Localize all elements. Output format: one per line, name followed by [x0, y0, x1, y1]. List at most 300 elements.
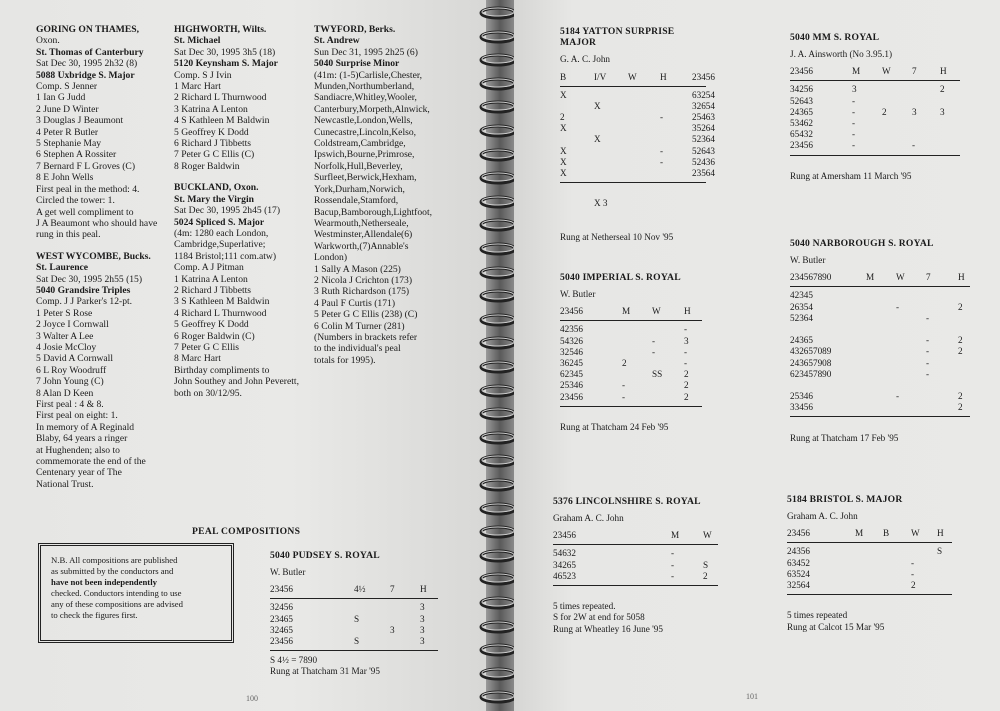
table-row	[560, 369, 702, 380]
text-line: St. Mary the Virgin	[174, 193, 254, 205]
text-line: St. Andrew	[314, 35, 360, 47]
text-line: Birthday compliments to	[174, 364, 270, 376]
table-row	[270, 625, 438, 636]
table-cell: 3	[912, 106, 917, 117]
spacer	[174, 172, 299, 182]
text-line: 1 Peter S Rose	[36, 307, 93, 319]
footer-line: Rung at Amersham 11 March '95	[790, 170, 912, 181]
table-cell: 33456	[790, 402, 813, 413]
binding-ring	[478, 596, 518, 610]
table-cell: S	[703, 559, 709, 570]
text-line: 2 Joyce I Cornwall	[36, 319, 109, 331]
text-line: Comp. J J Parker's 12-pt.	[36, 296, 133, 308]
footer-line	[787, 599, 952, 610]
table-cell: -	[684, 357, 688, 368]
footer-line	[560, 187, 706, 198]
table-cell: -	[660, 145, 664, 156]
nb-line: to check the figures first.	[51, 610, 138, 620]
footer-line: Rung at Calcot 15 Mar '95	[787, 621, 885, 632]
text-line: 5040 Surprise Minor	[314, 58, 400, 70]
binding-ring	[478, 572, 518, 586]
table-row	[560, 380, 702, 391]
column-header: W	[628, 71, 637, 82]
table-cell: X	[560, 156, 567, 167]
table-cell: -	[652, 346, 656, 357]
text-line: 3 Walter A Lee	[36, 330, 94, 342]
footer-line: Rung at Thatcham 24 Feb '95	[560, 421, 669, 432]
table-row	[560, 134, 715, 145]
binding-ring	[478, 502, 518, 516]
table-cell: 42356	[560, 324, 583, 335]
table-cell: 23456	[560, 391, 583, 402]
table-row	[790, 290, 970, 301]
table-cell: 23564	[692, 167, 715, 178]
nb-line: as submitted by the conductors and	[51, 566, 174, 576]
table-cell: 35264	[692, 123, 715, 134]
table-cell: X	[560, 145, 567, 156]
text-line: Coldstream,Cambridge,	[314, 138, 406, 150]
peal-record-column-3	[314, 24, 432, 366]
table-cell: 32465	[270, 624, 293, 635]
footer-line: 5 times repeated	[787, 610, 848, 621]
table-row	[790, 391, 970, 402]
column-header: B	[560, 71, 567, 82]
text-line: 5 Stephanie May	[36, 138, 102, 150]
composition-lincolnshire	[553, 496, 718, 635]
table-row	[560, 358, 702, 369]
text-line: St. Thomas of Canterbury	[36, 46, 144, 58]
table-cell: 46523	[553, 570, 576, 581]
table-cell: -	[926, 368, 930, 379]
text-line: First peal : 4 & 8.	[36, 399, 104, 410]
table-row	[270, 614, 438, 625]
table-cell: 2	[622, 357, 627, 368]
table-row	[560, 392, 702, 403]
table-cell: 2	[703, 570, 708, 581]
text-line: 1 Katrina A Lenton	[174, 273, 248, 285]
text-line: 4 S Kathleen M Baldwin	[174, 115, 270, 127]
footer-line: Rung at Thatcham 31 Mar '95	[270, 666, 380, 677]
table-cell: -	[852, 117, 856, 128]
binding-ring	[478, 667, 518, 681]
table-cell: X	[560, 123, 567, 134]
composition-bristol	[787, 494, 952, 633]
column-header: H	[660, 71, 667, 82]
column-header: H	[684, 306, 691, 317]
composition-title: 5376 LINCOLNSHIRE S. ROYAL	[553, 496, 701, 507]
footer-line: 5 times repeated.	[553, 601, 616, 612]
table-footer	[553, 590, 718, 635]
table-cell: -	[671, 559, 675, 570]
composer-name: J. A. Ainsworth (No 3.95.1)	[790, 49, 893, 60]
table-cell: -	[852, 106, 856, 117]
table-cell: X	[560, 167, 567, 178]
table-body	[553, 545, 718, 586]
composition-imperial	[560, 272, 702, 433]
table-footer	[787, 599, 952, 633]
table-cell: -	[852, 140, 856, 151]
table-row	[790, 313, 970, 324]
table-row	[787, 569, 952, 580]
text-line: Comp. S Jenner	[36, 81, 98, 93]
table-cell: 2	[560, 111, 565, 122]
table-footer	[560, 411, 702, 433]
table-cell: 63452	[787, 557, 810, 568]
table-cell: 2	[958, 335, 963, 346]
table-row	[560, 156, 715, 168]
column-header: H	[940, 66, 947, 77]
table-row	[790, 107, 960, 118]
column-header: M	[622, 306, 631, 317]
text-line: 7 Bernard F L Groves (C)	[36, 160, 136, 172]
table-row	[560, 145, 715, 157]
column-header: W	[896, 272, 905, 283]
table-cell: -	[684, 324, 688, 335]
text-line: Sat Dec 30, 1995 3h5 (18)	[174, 46, 276, 58]
table-header	[790, 272, 970, 287]
table-footer	[270, 655, 438, 677]
table-footer	[790, 421, 970, 443]
text-line: BUCKLAND, Oxon.	[174, 182, 259, 194]
column-header: W	[911, 528, 920, 539]
text-line: Munden,Northumberland,	[314, 81, 415, 93]
text-line: 5024 Spliced S. Major	[174, 216, 265, 228]
binding-ring	[478, 643, 518, 657]
table-row	[560, 336, 702, 347]
table-cell: 432657089	[790, 346, 832, 357]
composer-name: W. Butler	[560, 289, 596, 300]
table-cell: 52364	[790, 312, 813, 323]
table-cell: 32564	[787, 579, 810, 590]
table-row	[560, 347, 702, 358]
table-header	[790, 66, 960, 81]
table-cell: 25346	[790, 391, 813, 402]
binding-ring	[478, 30, 518, 44]
text-line: 3 Ruth Richardson (175)	[314, 286, 410, 298]
table-body	[790, 287, 970, 417]
text-line: Surfleet,Berwick,Hexham,	[314, 172, 417, 184]
column-header: 4½	[354, 584, 366, 595]
text-line: 5 Geoffrey K Dodd	[174, 319, 249, 331]
text-line: Comp. S J Ivin	[174, 69, 232, 81]
text-line: at Hughenden; also to	[36, 444, 120, 456]
text-line: First peal in the method: 4.	[36, 183, 140, 195]
text-line: London)	[314, 252, 348, 264]
nb-line: have not been independently	[51, 577, 157, 587]
table-cell: 54632	[553, 548, 576, 559]
text-line: 1184 Bristol;111 com.atw)	[174, 250, 277, 262]
text-line: Canterbury,Morpeth,Alnwick,	[314, 103, 430, 115]
composer-name: W. Butler	[790, 255, 826, 266]
table-row	[790, 358, 970, 369]
text-line: 7 Peter G C Ellis	[174, 341, 240, 353]
column-header: 23456	[692, 71, 715, 82]
column-header: 23456	[790, 66, 813, 77]
table-cell: 25463	[692, 111, 715, 122]
composition-yatton	[560, 26, 715, 243]
table-cell: 34265	[553, 559, 576, 570]
table-row	[560, 167, 715, 179]
text-line: 8 Alan D Keen	[36, 387, 94, 399]
text-line: 3 S Kathleen M Baldwin	[174, 296, 270, 308]
text-line: 6 L Roy Woodruff	[36, 364, 107, 376]
table-cell: 23456	[790, 140, 813, 151]
table-row	[560, 100, 715, 112]
binding-ring	[478, 266, 518, 280]
table-cell: 24365	[790, 106, 813, 117]
table-body	[560, 321, 702, 406]
binding-ring	[478, 360, 518, 374]
table-cell: 243657908	[790, 357, 832, 368]
table-row	[790, 129, 960, 140]
table-cell: 53462	[790, 117, 813, 128]
table-cell: X	[560, 89, 567, 100]
binding-ring	[478, 242, 518, 256]
composition-pudsey	[270, 550, 438, 678]
peal-record-column-2	[174, 24, 299, 399]
table-cell: S	[937, 546, 943, 557]
table-cell: 3	[940, 106, 945, 117]
text-line: Bacup,Bamborough,Lightfoot,	[314, 206, 433, 218]
table-row	[560, 111, 715, 123]
column-header: 23456	[560, 306, 583, 317]
composer-name: Graham A. C. John	[787, 511, 858, 522]
text-line: 7 Peter G C Ellis (C)	[174, 149, 255, 161]
text-line: Wearmouth,Netherseale,	[314, 217, 409, 229]
binding-ring	[478, 218, 518, 232]
text-line: (4m: 1280 each London,	[174, 227, 269, 239]
table-row	[790, 302, 970, 313]
text-line: 6 Richard J Tibbetts	[174, 138, 252, 150]
composition-title: 5040 NARBOROUGH S. ROYAL	[790, 238, 934, 249]
table-cell: 52643	[692, 145, 715, 156]
binding-ring	[478, 313, 518, 327]
footer-line	[560, 221, 706, 232]
text-line: 5040 Grandsire Triples	[36, 284, 131, 296]
table-row	[553, 571, 718, 582]
text-line: (Numbers in brackets refer	[314, 331, 418, 343]
table-cell: 2	[684, 391, 689, 402]
spacer	[36, 241, 157, 251]
column-header: 7	[912, 66, 917, 77]
footer-line	[790, 421, 970, 432]
table-cell: -	[912, 140, 916, 151]
composition-title: 5040 MM S. ROYAL	[790, 32, 880, 43]
column-header: W	[652, 306, 661, 317]
table-cell: -	[896, 391, 900, 402]
text-line: to the individual's peal	[314, 343, 401, 355]
table-cell: -	[671, 570, 675, 581]
text-line: Rossendale,Stamford,	[314, 195, 399, 207]
text-line: St. Michael	[174, 35, 221, 47]
page-number-right: 101	[746, 692, 758, 701]
binding-ring	[478, 6, 518, 20]
column-header: W	[703, 530, 712, 541]
table-row	[270, 602, 438, 613]
table-cell: 3	[390, 624, 395, 635]
table-cell: 3	[420, 635, 425, 646]
column-header: 23456	[787, 528, 810, 539]
text-line: Circled the tower: 1.	[36, 195, 115, 207]
column-header: W	[882, 66, 891, 77]
table-cell: 3	[420, 602, 425, 613]
table-cell: -	[671, 548, 675, 559]
composition-narborough	[790, 238, 970, 444]
binding-ring	[478, 525, 518, 539]
table-row	[790, 402, 970, 413]
text-line: J A Beaumont who should have	[36, 217, 158, 229]
column-header: M	[866, 272, 875, 283]
table-cell: 3	[420, 624, 425, 635]
text-line: commemorate the end of the	[36, 456, 146, 468]
table-row	[790, 96, 960, 107]
table-cell: -	[684, 346, 688, 357]
footer-line: S for 2W at end for 5058	[553, 612, 645, 623]
footer-line: Rung at Wheatley 16 June '95	[553, 623, 663, 634]
table-row	[553, 560, 718, 571]
table-cell: -	[622, 391, 626, 402]
table-cell: -	[852, 95, 856, 106]
text-line: 5 Geoffrey K Dodd	[174, 126, 249, 138]
table-cell: 23465	[270, 613, 293, 624]
column-header: 23456	[553, 530, 576, 541]
text-line: Centenary year of The	[36, 467, 122, 479]
table-body	[270, 599, 438, 651]
table-footer	[790, 160, 960, 182]
text-line: 5120 Keynsham S. Major	[174, 58, 278, 70]
text-line: Sun Dec 31, 1995 2h25 (6)	[314, 46, 418, 58]
binding-ring	[478, 690, 518, 704]
column-header: 7	[390, 584, 395, 595]
table-cell: 62345	[560, 369, 583, 380]
column-header: 23456	[270, 584, 293, 595]
composition-title: 5184 BRISTOL S. MAJOR	[787, 494, 903, 505]
table-body	[787, 543, 952, 595]
text-line: totals for 1995).	[314, 354, 376, 366]
nb-line: any of these compositions are advised	[51, 599, 183, 609]
text-line: 5088 Uxbridge S. Major	[36, 69, 135, 81]
table-cell: 63254	[692, 89, 715, 100]
peal-compositions-heading: PEAL COMPOSITIONS	[192, 526, 301, 537]
table-cell: -	[896, 301, 900, 312]
text-line: 6 Roger Baldwin (C)	[174, 330, 255, 342]
composition-title: 5184 YATTON SURPRISE MAJOR	[560, 26, 675, 49]
table-cell: S	[354, 613, 360, 624]
text-line: 2 Richard J Tibbetts	[174, 284, 252, 296]
text-line: 8 E John Wells	[36, 172, 94, 184]
text-line: National Trust.	[36, 478, 94, 490]
table-body	[790, 81, 960, 155]
binding-ring	[478, 336, 518, 350]
table-cell: 24356	[787, 546, 810, 557]
table-cell: -	[660, 111, 664, 122]
text-line: 3 Katrina A Lenton	[174, 103, 248, 115]
table-cell: 2	[958, 391, 963, 402]
table-row	[553, 548, 718, 559]
table-cell: 54326	[560, 335, 583, 346]
binding-ring	[478, 549, 518, 563]
text-line: Cambridge,Superlative;	[174, 239, 266, 251]
text-line: 8 Marc Hart	[174, 353, 221, 365]
footer-line	[560, 210, 706, 221]
table-body	[560, 87, 715, 184]
text-line: 2 June D Winter	[36, 103, 99, 115]
table-cell: 36245	[560, 357, 583, 368]
text-line: John Southey and John Peverett,	[174, 376, 299, 388]
table-row	[270, 636, 438, 647]
text-line: York,Durham,Norwich,	[314, 183, 405, 195]
text-line: 1 Ian G Judd	[36, 92, 86, 104]
table-cell: 2	[958, 402, 963, 413]
table-cell: 3	[852, 84, 857, 95]
table-row	[560, 324, 702, 335]
text-line: 4 Richard L Thurnwood	[174, 307, 267, 319]
footer-line	[560, 411, 702, 422]
text-line: 6 Stephen A Rossiter	[36, 149, 117, 161]
table-row	[790, 335, 970, 346]
text-line: 5 Peter G C Ellis (238) (C)	[314, 309, 418, 321]
table-cell: -	[911, 557, 915, 568]
table-header	[553, 530, 718, 545]
table-cell: 623457890	[790, 368, 832, 379]
table-row	[560, 89, 715, 101]
table-row	[790, 324, 970, 335]
text-line: Blaby, 64 years a ringer	[36, 433, 128, 445]
table-cell: 3	[420, 613, 425, 624]
footer-line: S 4½ = 7890	[270, 655, 318, 666]
table-row	[790, 380, 970, 391]
text-line: both on 30/12/95.	[174, 387, 242, 399]
binding-ring	[478, 171, 518, 185]
text-line: GORING ON THAMES,	[36, 24, 139, 35]
table-row	[790, 369, 970, 380]
text-line: 2 Nicola J Crichton (173)	[314, 274, 413, 286]
footer-line: Rung at Thatcham 17 Feb '95	[790, 432, 899, 443]
binding-ring	[478, 384, 518, 398]
text-line: First peal on eight: 1.	[36, 410, 118, 422]
table-header	[560, 306, 702, 321]
binding-ring	[478, 124, 518, 138]
table-cell: S	[354, 635, 360, 646]
footer-line	[790, 160, 960, 171]
table-cell: 52643	[790, 95, 813, 106]
text-line: Sat Dec 30, 1995 2h45 (17)	[174, 205, 281, 217]
text-line: (41m: (1-5)Carlisle,Chester,	[314, 69, 423, 81]
binding-ring	[478, 77, 518, 91]
column-header: M	[671, 530, 680, 541]
text-line: In memory of A Reginald	[36, 421, 135, 433]
table-row	[790, 346, 970, 357]
table-cell: 42345	[790, 290, 813, 301]
text-line: Norfolk,Hull,Beverley,	[314, 160, 403, 172]
column-header: H	[958, 272, 965, 283]
text-line: 4 Josie McCloy	[36, 341, 97, 353]
table-row	[790, 118, 960, 129]
table-cell: 2	[684, 369, 689, 380]
composer-name: Graham A. C. John	[553, 513, 624, 524]
text-line: Ipswich,Bourne,Primrose,	[314, 149, 415, 161]
footer-line: X 3	[594, 198, 608, 209]
table-cell: X	[594, 100, 601, 111]
text-line: St. Laurence	[36, 262, 89, 274]
column-header: H	[937, 528, 944, 539]
text-line: Warkworth,(7)Annable's	[314, 240, 409, 252]
table-cell: 65432	[790, 129, 813, 140]
table-cell: -	[622, 380, 626, 391]
table-cell: 2	[940, 84, 945, 95]
table-row	[560, 123, 715, 134]
nb-line: checked. Conductors intending to use	[51, 588, 182, 598]
